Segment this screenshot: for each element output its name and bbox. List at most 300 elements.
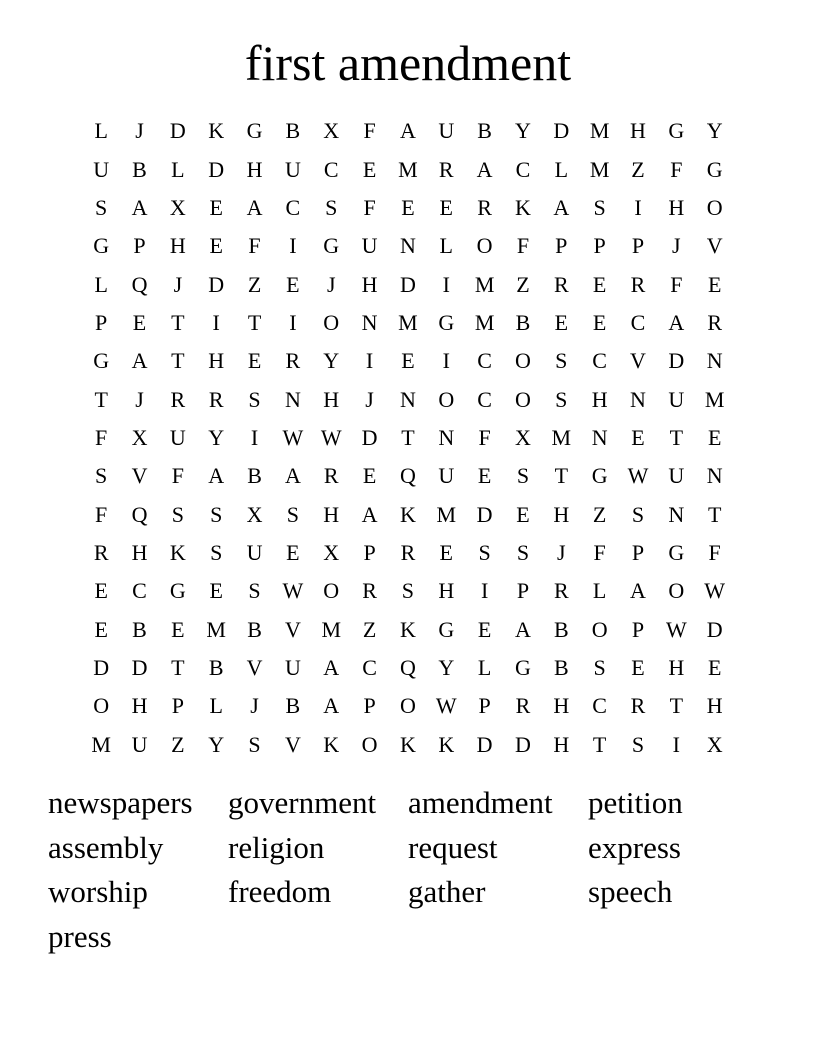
grid-letter: R — [438, 156, 454, 182]
grid-letter: C — [592, 348, 607, 374]
grid-letter: J — [135, 118, 144, 144]
grid-letter: J — [173, 271, 183, 297]
grid-letter: H — [361, 271, 378, 297]
grid-letter: O — [323, 578, 340, 604]
grid-letter: S — [286, 501, 300, 527]
grid-letter: E — [362, 156, 377, 182]
grid-letter: S — [210, 539, 223, 565]
grid-letter: E — [171, 616, 185, 642]
grid-letter: K — [208, 118, 225, 144]
grid-letter: E — [707, 424, 722, 450]
grid-letter: J — [250, 693, 259, 719]
grid-letter: I — [289, 309, 297, 335]
grid-letter: R — [553, 271, 569, 297]
grid-letter: R — [630, 271, 646, 297]
word-list-item: press — [48, 918, 112, 954]
grid-letter: E — [209, 233, 223, 259]
grid-letter: S — [631, 731, 645, 757]
grid-letter: U — [246, 539, 263, 565]
grid-letter: M — [704, 386, 725, 412]
grid-letter: H — [591, 386, 608, 412]
grid-letter: A — [668, 309, 685, 335]
grid-letter: X — [131, 424, 148, 450]
grid-letter: H — [553, 501, 570, 527]
grid-letter: S — [555, 348, 568, 374]
grid-letter: S — [248, 386, 261, 412]
word-list-item: religion — [228, 829, 325, 865]
grid-letter: B — [132, 156, 147, 182]
grid-letter: U — [131, 731, 148, 757]
grid-letter: E — [631, 654, 645, 680]
grid-letter: Q — [399, 463, 416, 489]
grid-letter: H — [323, 501, 340, 527]
grid-letter: S — [325, 194, 338, 220]
grid-letter: B — [285, 693, 301, 719]
grid-letter: U — [93, 156, 110, 182]
grid-letter: X — [169, 194, 186, 220]
grid-letter: P — [95, 309, 108, 335]
grid-letter: P — [631, 616, 645, 642]
grid-letter: E — [209, 194, 223, 220]
grid-letter: U — [284, 156, 301, 182]
grid-letter: E — [286, 539, 300, 565]
grid-letter: L — [439, 233, 453, 259]
grid-letter: H — [208, 348, 225, 374]
grid-letter: Q — [399, 654, 416, 680]
grid-letter: V — [284, 731, 301, 757]
grid-letter: S — [555, 386, 568, 412]
word-list-item: express — [588, 829, 681, 865]
grid-letter: A — [399, 118, 416, 144]
grid-letter: C — [515, 156, 531, 182]
grid-letter: P — [363, 539, 376, 565]
grid-letter: B — [477, 118, 492, 144]
grid-letter: P — [631, 539, 645, 565]
grid-letter: H — [668, 654, 685, 680]
grid-letter: B — [515, 309, 531, 335]
grid-letter: C — [592, 693, 607, 719]
grid-letter: I — [634, 194, 642, 220]
grid-letter: H — [323, 386, 340, 412]
grid-letter: R — [93, 539, 109, 565]
grid-letter: H — [706, 693, 723, 719]
grid-letter: J — [557, 539, 566, 565]
grid-letter: S — [248, 731, 261, 757]
grid-letter: B — [132, 616, 147, 642]
word-list-item: worship — [48, 874, 148, 909]
grid-letter: T — [592, 731, 607, 757]
grid-letter: Z — [247, 271, 262, 297]
grid-letter: H — [169, 233, 186, 259]
grid-letter: O — [668, 578, 685, 604]
grid-letter: L — [592, 578, 607, 604]
grid-letter: F — [593, 539, 606, 565]
grid-letter: F — [95, 424, 108, 450]
grid-letter: Y — [208, 424, 225, 450]
grid-letter: D — [169, 118, 186, 144]
grid-letter: P — [133, 233, 146, 259]
grid-letter: E — [516, 501, 530, 527]
grid-letter: G — [438, 616, 455, 642]
grid-letter: O — [438, 386, 455, 412]
grid-letter: G — [93, 348, 110, 374]
grid-letter: E — [401, 194, 415, 220]
grid-letter: J — [326, 271, 336, 297]
grid-letter: E — [707, 654, 722, 680]
grid-letter: N — [399, 386, 416, 412]
grid-letter: G — [591, 463, 608, 489]
grid-letter: O — [93, 693, 110, 719]
word-list-item: petition — [588, 785, 683, 820]
grid-letter: V — [246, 654, 263, 680]
grid-letter: C — [477, 386, 492, 412]
grid-letter: P — [516, 578, 530, 604]
grid-letter: D — [553, 118, 570, 144]
grid-letter: D — [361, 424, 378, 450]
grid-letter: R — [170, 386, 186, 412]
grid-letter: D — [93, 654, 110, 680]
grid-letter: O — [515, 348, 531, 374]
grid-letter: O — [591, 616, 608, 642]
grid-letter: T — [401, 424, 415, 450]
grid-letter: S — [95, 463, 108, 489]
grid-letter: W — [320, 424, 342, 450]
grid-letter: M — [91, 731, 111, 757]
grid-letter: Z — [362, 616, 377, 642]
grid-letter: I — [289, 233, 297, 259]
grid-letter: N — [668, 501, 685, 527]
page-title: first amendment — [244, 35, 572, 91]
grid-letter: S — [95, 194, 108, 220]
grid-letter: H — [131, 693, 148, 719]
grid-letter: R — [553, 578, 569, 604]
grid-letter: H — [246, 156, 263, 182]
grid-letter: P — [631, 233, 645, 259]
grid-letter: P — [593, 233, 606, 259]
grid-letter: I — [212, 309, 220, 335]
grid-letter: F — [708, 539, 721, 565]
grid-letter: M — [398, 156, 418, 182]
grid-letter: S — [171, 501, 184, 527]
grid-letter: S — [593, 654, 606, 680]
grid-letter: N — [361, 309, 378, 335]
grid-letter: I — [480, 578, 489, 604]
grid-letter: G — [515, 654, 531, 680]
grid-letter: J — [672, 233, 681, 259]
grid-letter: G — [706, 156, 723, 182]
grid-letter: K — [169, 539, 186, 565]
grid-letter: R — [400, 539, 416, 565]
grid-letter: N — [630, 386, 646, 412]
grid-letter: I — [672, 731, 680, 757]
grid-letter: F — [363, 194, 376, 220]
grid-letter: S — [516, 463, 530, 489]
grid-letter: N — [706, 463, 723, 489]
grid-letter: I — [365, 348, 374, 374]
grid-letter: G — [93, 233, 110, 259]
grid-letter: E — [439, 194, 453, 220]
grid-letter: B — [247, 463, 262, 489]
grid-letter: F — [670, 156, 683, 182]
grid-letter: S — [401, 578, 415, 604]
grid-letter: P — [555, 233, 568, 259]
grid-letter: C — [323, 156, 339, 182]
grid-letter: P — [171, 693, 184, 719]
grid-letter: M — [206, 616, 226, 642]
grid-letter: T — [171, 309, 185, 335]
grid-letter: Z — [516, 271, 530, 297]
grid-letter: R — [515, 693, 531, 719]
grid-letter: O — [515, 386, 531, 412]
grid-letter: B — [553, 654, 569, 680]
grid-letter: R — [362, 578, 377, 604]
grid-letter: K — [323, 731, 340, 757]
grid-letter: O — [361, 731, 378, 757]
grid-letter: G — [246, 118, 263, 144]
grid-letter: W — [627, 463, 649, 489]
word-list-item: amendment — [408, 785, 553, 820]
grid-letter: G — [323, 233, 340, 259]
grid-letter: Y — [706, 118, 723, 144]
grid-letter: T — [171, 348, 185, 374]
grid-letter: E — [554, 309, 569, 335]
grid-letter: H — [553, 693, 570, 719]
grid-letter: Y — [438, 654, 455, 680]
grid-letter: M — [436, 501, 457, 527]
grid-letter: M — [474, 271, 495, 297]
grid-letter: V — [284, 616, 301, 642]
grid-letter: N — [399, 233, 416, 259]
grid-letter: B — [553, 616, 569, 642]
grid-letter: L — [554, 156, 569, 182]
grid-letter: E — [286, 271, 300, 297]
grid-letter: T — [171, 654, 185, 680]
grid-letter: L — [94, 271, 108, 297]
grid-letter: E — [247, 348, 262, 374]
grid-letter: S — [478, 539, 491, 565]
grid-letter: R — [285, 348, 301, 374]
grid-letter: O — [706, 194, 723, 220]
grid-letter: X — [515, 424, 531, 450]
grid-letter: O — [476, 233, 493, 259]
grid-letter: F — [363, 118, 376, 144]
grid-letter: T — [669, 693, 684, 719]
word-list-item: newspapers — [48, 785, 193, 820]
grid-letter: H — [553, 731, 570, 757]
grid-letter: E — [94, 578, 108, 604]
grid-letter: D — [208, 271, 225, 297]
grid-letter: K — [515, 194, 531, 220]
grid-letter: D — [208, 156, 225, 182]
grid-letter: W — [282, 424, 304, 450]
grid-letter: T — [247, 309, 262, 335]
grid-letter: A — [131, 348, 148, 374]
grid-letter: C — [285, 194, 301, 220]
grid-letter: D — [476, 731, 493, 757]
grid-letter: E — [94, 616, 108, 642]
grid-letter: L — [477, 654, 492, 680]
grid-letter: F — [248, 233, 261, 259]
grid-letter: T — [707, 501, 722, 527]
grid-letter: U — [438, 463, 455, 489]
grid-letter: C — [630, 309, 646, 335]
grid-letter: A — [553, 194, 570, 220]
grid-letter: Q — [131, 501, 148, 527]
grid-letter: W — [435, 693, 457, 719]
grid-letter: W — [282, 578, 304, 604]
grid-letter: I — [442, 271, 450, 297]
grid-letter: U — [438, 118, 455, 144]
grid-letter: F — [478, 424, 491, 450]
grid-letter: A — [246, 194, 263, 220]
grid-letter: T — [554, 463, 569, 489]
grid-letter: Y — [515, 118, 531, 144]
grid-letter: U — [668, 386, 685, 412]
grid-letter: F — [171, 463, 184, 489]
grid-letter: X — [706, 731, 723, 757]
grid-letter: G — [668, 539, 685, 565]
grid-letter: U — [361, 233, 378, 259]
grid-letter: L — [171, 156, 185, 182]
grid-letter: D — [706, 616, 723, 642]
grid-letter: P — [363, 693, 376, 719]
grid-letter: W — [704, 578, 726, 604]
word-list-item: speech — [588, 874, 673, 909]
grid-letter: A — [284, 463, 301, 489]
grid-letter: J — [365, 386, 374, 412]
grid-letter: F — [516, 233, 530, 259]
grid-letter: B — [247, 616, 262, 642]
grid-letter: T — [94, 386, 108, 412]
grid-letter: S — [516, 539, 530, 565]
grid-letter: U — [169, 424, 186, 450]
grid-letter: M — [398, 309, 418, 335]
grid-letter: J — [135, 386, 144, 412]
grid-letter: I — [250, 424, 259, 450]
word-search-grid — [82, 112, 734, 764]
grid-letter: K — [438, 731, 455, 757]
word-list-item: freedom — [228, 874, 332, 909]
grid-letter: E — [209, 578, 223, 604]
word-list-item: gather — [408, 874, 486, 909]
grid-letter: D — [515, 731, 531, 757]
grid-letter: K — [399, 501, 416, 527]
grid-letter: O — [323, 309, 340, 335]
grid-letter: R — [707, 309, 723, 335]
grid-letter: T — [669, 424, 684, 450]
grid-letter: R — [477, 194, 492, 220]
grid-letter: L — [209, 693, 223, 719]
word-list-item: request — [408, 829, 498, 865]
grid-letter: E — [362, 463, 377, 489]
word-list-item: government — [228, 785, 377, 820]
grid-letter: A — [323, 693, 340, 719]
grid-letter: N — [438, 424, 455, 450]
grid-letter: R — [208, 386, 224, 412]
grid-letter: D — [131, 654, 148, 680]
grid-letter: K — [399, 616, 416, 642]
grid-letter: P — [478, 693, 491, 719]
grid-letter: M — [321, 616, 342, 642]
grid-letter: F — [670, 271, 683, 297]
grid-letter: C — [362, 654, 377, 680]
grid-letter: A — [630, 578, 646, 604]
grid-letter: M — [551, 424, 572, 450]
grid-letter: M — [474, 309, 495, 335]
grid-letter: D — [476, 501, 493, 527]
grid-letter: G — [169, 578, 186, 604]
grid-letter: A — [476, 156, 493, 182]
grid-letter: H — [438, 578, 455, 604]
grid-letter: I — [442, 348, 450, 374]
grid-letter: O — [399, 693, 416, 719]
grid-letter: G — [438, 309, 455, 335]
grid-letter: L — [94, 118, 108, 144]
grid-letter: E — [631, 424, 645, 450]
grid-letter: E — [707, 271, 722, 297]
grid-letter: Y — [208, 731, 225, 757]
grid-letter: N — [706, 348, 723, 374]
grid-letter: G — [668, 118, 685, 144]
grid-letter: N — [591, 424, 608, 450]
grid-letter: X — [323, 118, 340, 144]
grid-letter: B — [285, 118, 301, 144]
grid-letter: E — [401, 348, 415, 374]
grid-letter: W — [665, 616, 687, 642]
grid-letter: H — [131, 539, 148, 565]
grid-letter: V — [706, 233, 723, 259]
grid-letter: H — [668, 194, 685, 220]
grid-letter: V — [630, 348, 646, 374]
grid-letter: F — [95, 501, 108, 527]
word-list — [48, 781, 768, 959]
grid-letter: A — [361, 501, 378, 527]
grid-letter: R — [323, 463, 339, 489]
grid-letter: M — [589, 156, 610, 182]
grid-letter: Z — [592, 501, 607, 527]
grid-letter: A — [515, 616, 531, 642]
grid-letter: E — [592, 271, 607, 297]
grid-letter: E — [439, 539, 453, 565]
grid-letter: H — [630, 118, 646, 144]
grid-letter: S — [593, 194, 606, 220]
grid-letter: C — [132, 578, 147, 604]
grid-letter: B — [208, 654, 224, 680]
grid-letter: Z — [631, 156, 645, 182]
grid-letter: D — [399, 271, 416, 297]
grid-letter: C — [477, 348, 492, 374]
word-list-item: assembly — [48, 829, 164, 865]
grid-letter: X — [323, 539, 340, 565]
grid-letter: E — [592, 309, 607, 335]
grid-letter: A — [323, 654, 340, 680]
grid-letter: E — [132, 309, 147, 335]
grid-letter: E — [477, 463, 492, 489]
grid-letter: S — [631, 501, 645, 527]
grid-letter: R — [630, 693, 646, 719]
grid-letter: Q — [131, 271, 148, 297]
grid-letter: U — [668, 463, 685, 489]
grid-letter: K — [399, 731, 416, 757]
grid-letter: Y — [323, 348, 340, 374]
grid-letter: S — [210, 501, 223, 527]
grid-letter: D — [668, 348, 685, 374]
grid-letter: A — [131, 194, 148, 220]
grid-letter: S — [248, 578, 261, 604]
grid-letter: A — [208, 463, 225, 489]
grid-letter: N — [284, 386, 301, 412]
grid-letter: U — [284, 654, 301, 680]
